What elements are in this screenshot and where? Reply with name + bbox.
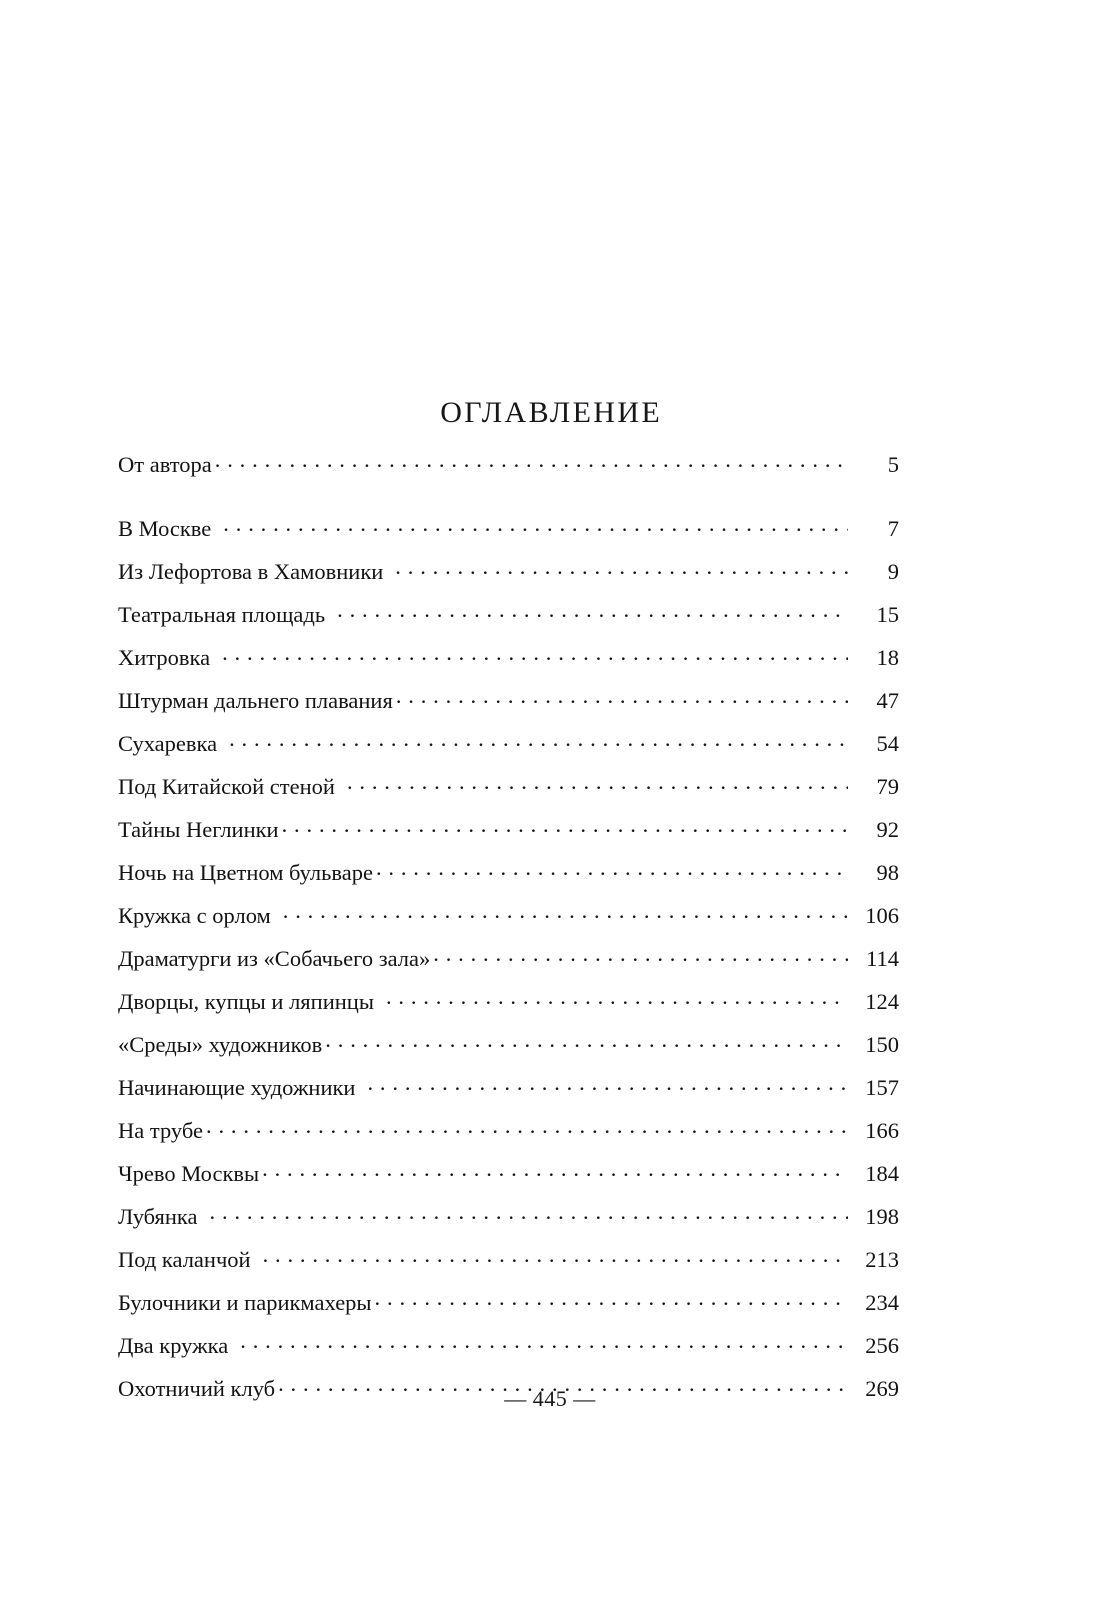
toc-dot-leader bbox=[229, 728, 848, 751]
page-folio: — 445 — bbox=[504, 1386, 596, 1411]
toc-dot-leader bbox=[375, 1287, 848, 1310]
toc-dot-leader bbox=[395, 556, 848, 579]
toc-entry-page-number: 47 bbox=[876, 687, 899, 713]
toc-entry-title: На трубе bbox=[118, 1117, 204, 1143]
toc-entry[interactable] bbox=[118, 857, 899, 900]
toc-dot-leader bbox=[433, 943, 848, 966]
toc-entry[interactable] bbox=[118, 986, 899, 1029]
toc-entry-page-number: 15 bbox=[876, 601, 899, 627]
toc-dot-leader bbox=[222, 642, 848, 665]
toc-dot-leader bbox=[240, 1330, 848, 1353]
toc-entry-page-number: 234 bbox=[865, 1289, 899, 1315]
toc-entry[interactable] bbox=[118, 556, 899, 599]
toc-dot-leader bbox=[386, 986, 848, 1009]
toc-entry-title: Начинающие художники bbox=[118, 1074, 356, 1100]
toc-entry-title: Штурман дальнего плавания bbox=[118, 687, 393, 713]
toc-entry-title: Под Китайской стеной bbox=[118, 773, 335, 799]
toc-entry[interactable] bbox=[118, 513, 899, 556]
toc-entry[interactable] bbox=[118, 1244, 899, 1287]
toc-entry[interactable] bbox=[118, 943, 899, 986]
toc-entry-title: Два кружка bbox=[118, 1332, 229, 1358]
toc-dot-leader bbox=[223, 513, 848, 536]
toc-dot-leader bbox=[263, 1244, 848, 1267]
toc-entry-page-number: 92 bbox=[876, 816, 899, 842]
toc-entry-title: Тайны Неглинки bbox=[118, 816, 279, 842]
toc-entry-page-number: 18 bbox=[876, 644, 899, 670]
toc-entry-title: Охотничий клуб bbox=[118, 1375, 276, 1401]
toc-entry-page-number: 269 bbox=[865, 1375, 899, 1401]
toc-dot-leader bbox=[215, 449, 848, 472]
toc-entry-title: Чрево Москвы bbox=[118, 1160, 260, 1186]
toc-dot-leader bbox=[367, 1072, 848, 1095]
toc-entry-title: От автора bbox=[118, 451, 212, 477]
toc-entry-title: Лубянка bbox=[118, 1203, 198, 1229]
toc-dot-leader bbox=[283, 900, 848, 923]
toc-entry-page-number: 150 bbox=[865, 1031, 899, 1057]
toc-dot-leader bbox=[376, 857, 848, 880]
toc-dot-leader bbox=[206, 1115, 848, 1138]
toc-entry-page-number: 98 bbox=[876, 859, 899, 885]
page-title: ОГЛАВЛЕНИЕ bbox=[440, 396, 663, 430]
toc-entry-title: Театральная площадь bbox=[118, 601, 326, 627]
toc-entry-title: Кружка с орлом bbox=[118, 902, 271, 928]
toc-entry[interactable] bbox=[118, 599, 899, 642]
toc-dot-leader bbox=[210, 1201, 848, 1224]
toc-entry[interactable] bbox=[118, 814, 899, 857]
toc-entry[interactable] bbox=[118, 1115, 899, 1158]
table-of-contents-list bbox=[118, 449, 899, 1416]
toc-entry[interactable] bbox=[118, 642, 899, 685]
toc-entry-page-number: 256 bbox=[865, 1332, 899, 1358]
toc-entry-page-number: 106 bbox=[865, 902, 899, 928]
toc-entry-title: Ночь на Цветном бульваре bbox=[118, 859, 373, 885]
toc-entry-title: Хитровка bbox=[118, 644, 211, 670]
toc-entry-page-number: 198 bbox=[865, 1203, 899, 1229]
toc-entry[interactable] bbox=[118, 685, 899, 728]
toc-entry-title: Сухаревка bbox=[118, 730, 218, 756]
toc-entry[interactable] bbox=[118, 1029, 899, 1072]
toc-entry-page-number: 5 bbox=[887, 451, 899, 477]
toc-entry-page-number: 157 bbox=[865, 1074, 899, 1100]
toc-entry-page-number: 166 bbox=[865, 1117, 899, 1143]
toc-entry-title: Под каланчой bbox=[118, 1246, 251, 1272]
toc-dot-leader bbox=[325, 1029, 848, 1052]
toc-dot-leader bbox=[262, 1158, 848, 1181]
toc-entry-page-number: 79 bbox=[876, 773, 899, 799]
toc-dot-leader bbox=[347, 771, 848, 794]
toc-dot-leader bbox=[337, 599, 848, 622]
toc-entry[interactable] bbox=[118, 900, 899, 943]
toc-entry[interactable] bbox=[118, 449, 899, 492]
toc-entry-page-number: 184 bbox=[865, 1160, 899, 1186]
toc-entry[interactable] bbox=[118, 1072, 899, 1115]
toc-entry-page-number: 54 bbox=[876, 730, 899, 756]
toc-entry-title: Булочники и парикмахеры bbox=[118, 1289, 372, 1315]
toc-entry[interactable] bbox=[118, 728, 899, 771]
toc-entry[interactable] bbox=[118, 1201, 899, 1244]
toc-entry[interactable] bbox=[118, 1287, 899, 1330]
toc-entry[interactable] bbox=[118, 1158, 899, 1201]
toc-dot-leader bbox=[396, 685, 848, 708]
toc-entry-title: В Москве bbox=[118, 515, 212, 541]
toc-entry-page-number: 7 bbox=[887, 515, 899, 541]
toc-entry[interactable] bbox=[118, 1330, 899, 1373]
toc-entry-title: Дворцы, купцы и ляпинцы bbox=[118, 988, 374, 1014]
toc-entry-page-number: 9 bbox=[887, 558, 899, 584]
toc-entry-page-number: 114 bbox=[866, 945, 899, 971]
toc-entry-title: Из Лефортова в Хамовники bbox=[118, 558, 384, 584]
toc-entry-page-number: 124 bbox=[865, 988, 899, 1014]
toc-entry[interactable] bbox=[118, 771, 899, 814]
toc-entry-page-number: 213 bbox=[865, 1246, 899, 1272]
toc-dot-leader bbox=[282, 814, 848, 837]
toc-entry-title: Драматурги из «Собачьего зала» bbox=[118, 945, 431, 971]
toc-entry-title: «Среды» художников bbox=[118, 1031, 323, 1057]
